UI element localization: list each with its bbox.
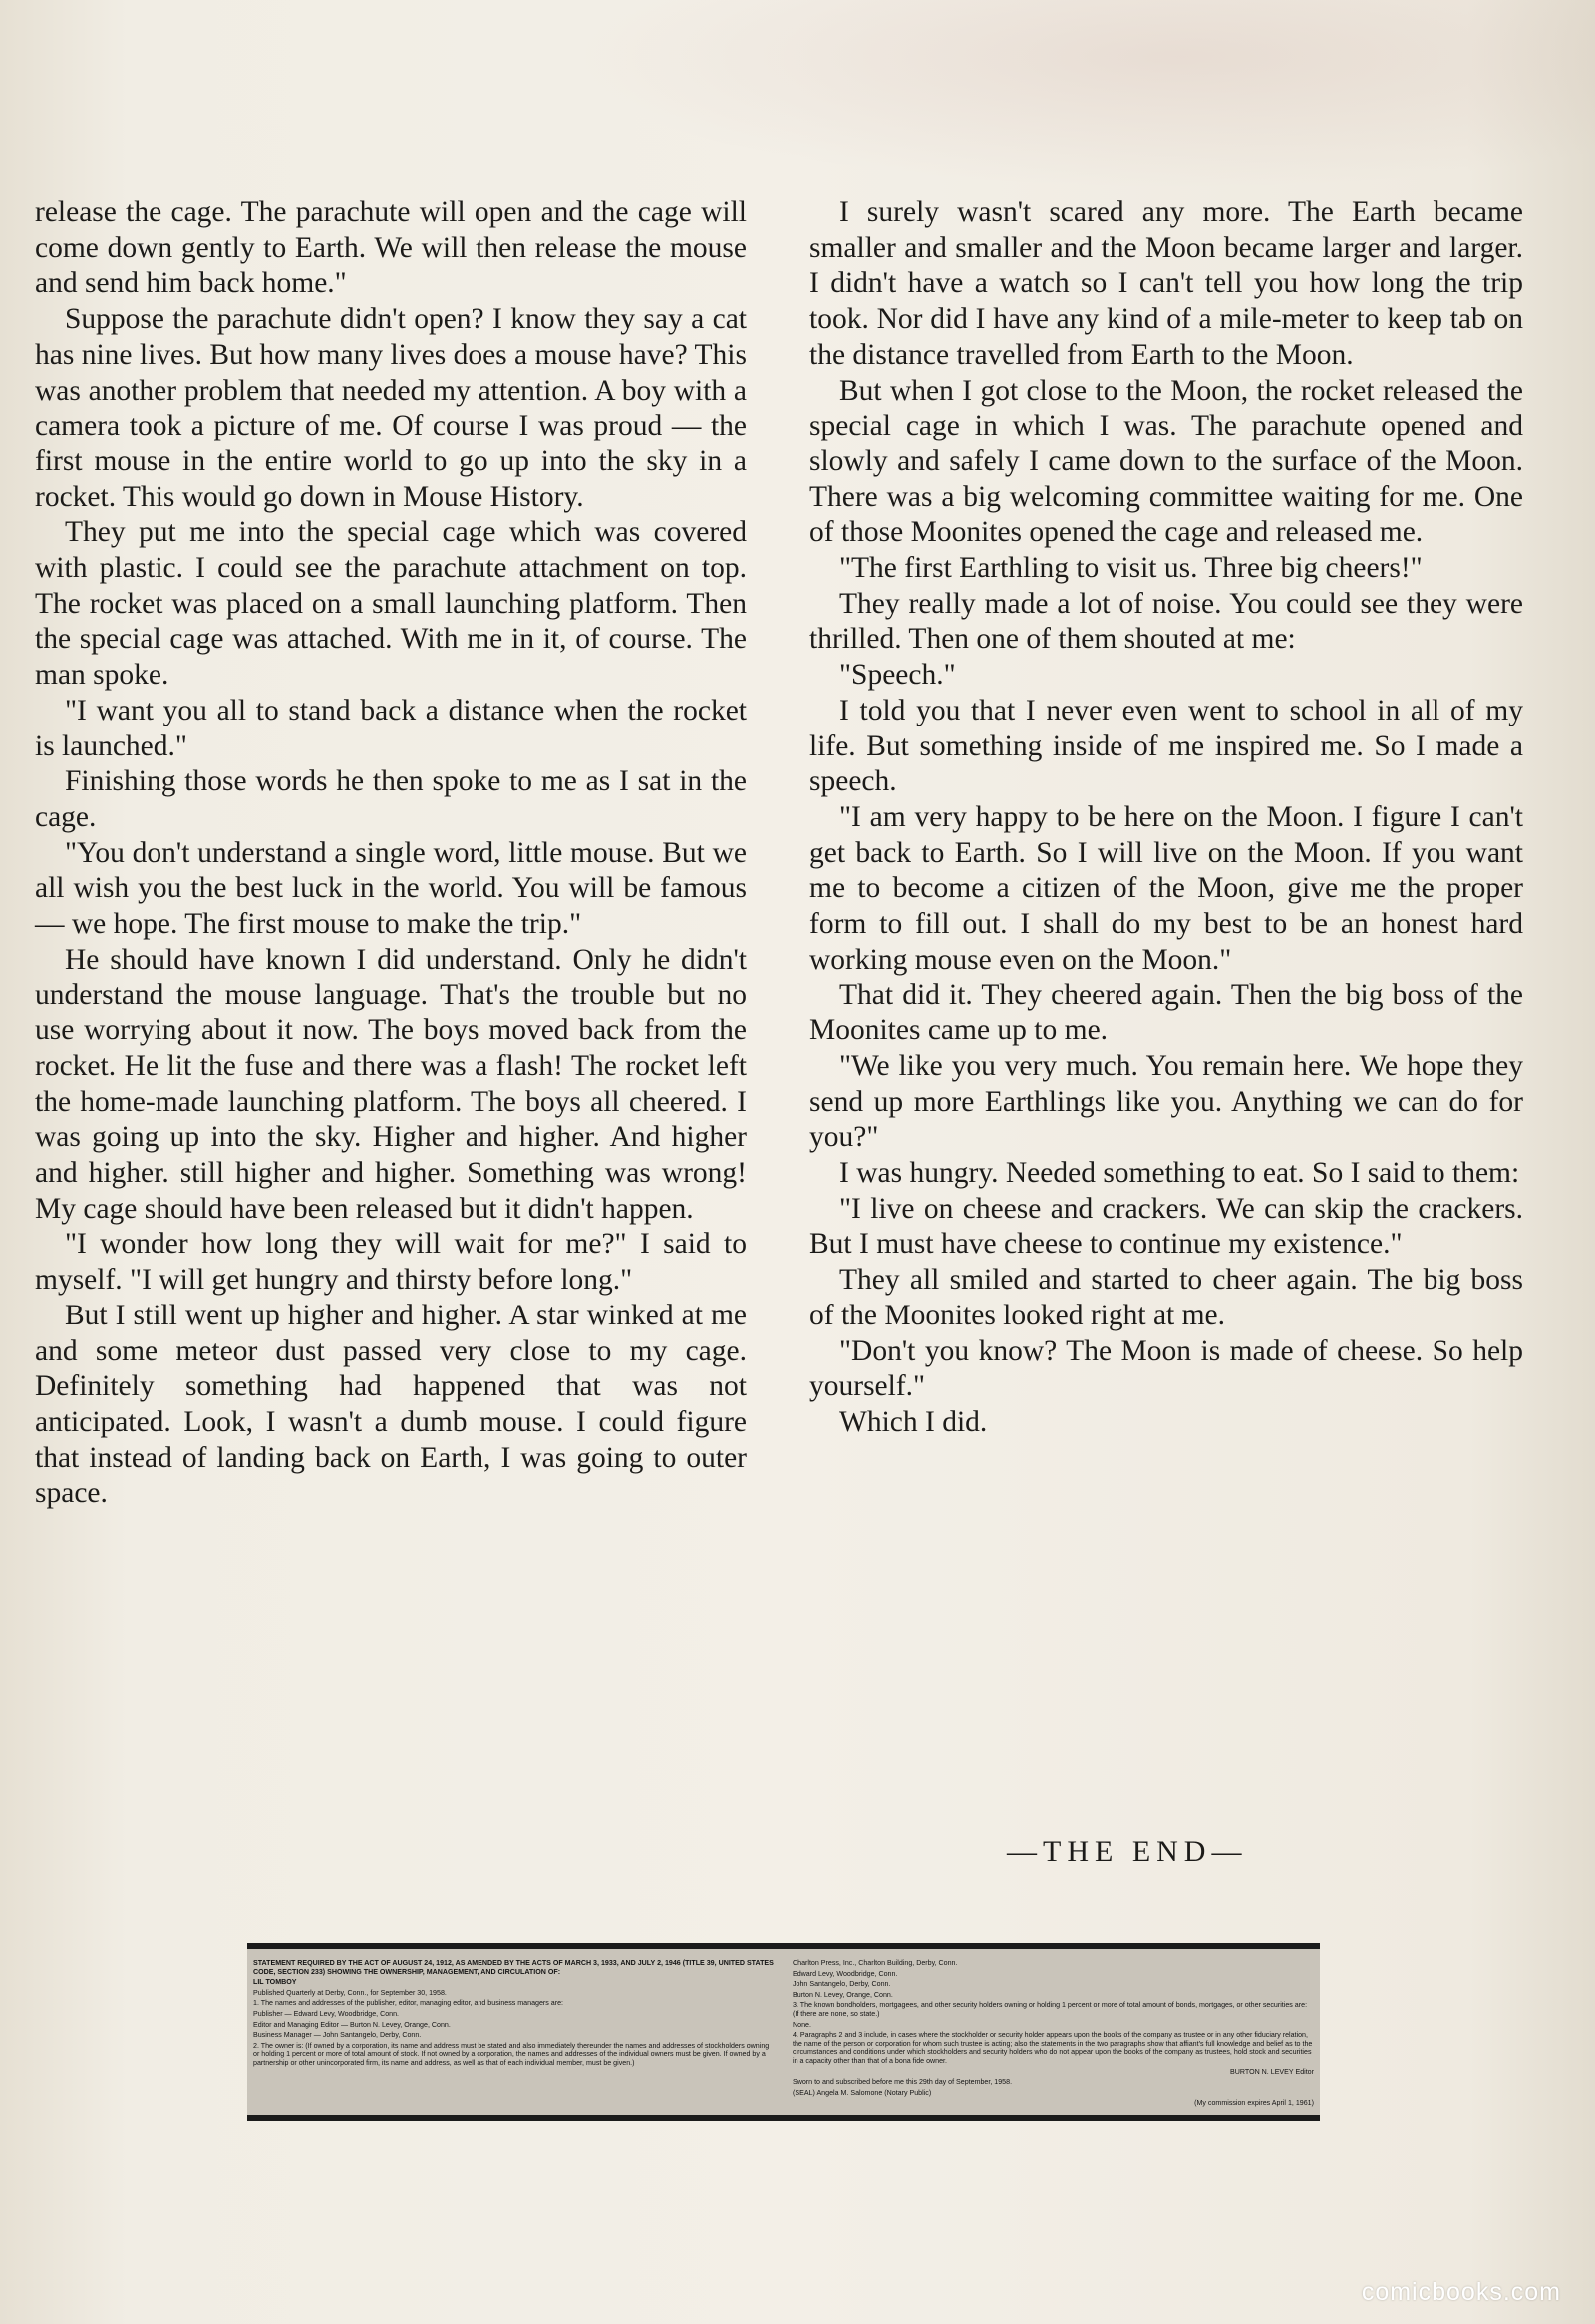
statement-line: Publisher — Edward Levy, Woodbridge, Conn. <box>253 2009 400 2018</box>
story-paragraph: "Don't you know? The Moon is made of cheese. So help yourself." <box>809 1334 1523 1403</box>
story-paragraph: Which I did. <box>839 1405 988 1438</box>
story-paragraph: "The first Earthling to visit us. Three big cheers!" <box>839 552 1423 585</box>
statement-line: Sworn to and subscribed before me this 29th day of September, 1958. <box>793 2078 1013 2087</box>
statement-line: 1. The names and addresses of the publisher, editor, managing editor, and business managers are: <box>253 1999 564 2008</box>
statement-line: (My commission expires April 1, 1961) <box>1194 2099 1314 2107</box>
story-paragraph: But when I got close to the Moon, the rocket released the special cage in which I was. The parachute opened and slowly and safely I came down to the surface of the Moon. There was a big welcoming committee waiting for me. One of those Moonites opened the cage and released me. <box>809 374 1523 549</box>
story-paragraph: I surely wasn't scared any more. The Earth became smaller and smaller and the Moon became larger and larger. I didn't have a watch so I can't tell you how long the trip took. Nor did I have any kind of a mile-meter to keep tab on the distance travelled from Earth to the Moon. <box>809 196 1523 371</box>
story-paragraph: "You don't understand a single word, little mouse. But we all wish you the best luck in the world. You will be famous — we hope. The first mouse to make the trip." <box>35 836 747 941</box>
statement-line: STATEMENT REQUIRED BY THE ACT OF AUGUST 24, 1912, AS AMENDED BY THE ACTS OF MARCH 3, 1933, AND JULY 2, 1946 (TITLE 39, UNITED STATES CODE, SECTION 233) SHOWING THE OWNERSHIP, MANAGEMENT, AND CIRCULATION OF: <box>253 1959 774 1976</box>
statement-line: John Santangelo, Derby, Conn. <box>793 1980 891 1989</box>
the-end-label: —THE END— <box>1007 1835 1248 1868</box>
story-paragraph: That did it. They cheered again. Then the big boss of the Moonites came up to me. <box>809 979 1523 1047</box>
statement-line: 4. Paragraphs 2 and 3 include, in cases where the stockholder or security holder appears upon the books of the company as trustee or in any other fiduciary relation, the name of the person or corporation for whom such trustee is acting; also the statements in the two paragraphs show that affiant's full knowledge and belief as to the circumstances and conditions under which stockholders and security holders who do not appear upon the books of the company as trustees, hold stock and securities in a capacity other than that of a bona fide owner. <box>793 2031 1313 2065</box>
story-paragraph: "I live on cheese and crackers. We can skip the crackers. But I must have cheese to continue my existence." <box>809 1192 1523 1261</box>
statement-line: Editor and Managing Editor — Burton N. Levey, Orange, Conn. <box>253 2020 451 2029</box>
story-paragraph: They all smiled and started to cheer again. The big boss of the Moonites looked right at me. <box>809 1264 1523 1331</box>
story-paragraph: "Speech." <box>839 659 956 692</box>
statement-column-left <box>253 1959 775 2107</box>
story-paragraph: I told you that I never even went to school in all of my life. But something inside of me inspired me. So I made a speech. <box>809 694 1523 798</box>
story-paragraph: I was hungry. Needed something to eat. So I said to them: <box>839 1156 1520 1189</box>
site-watermark: comicbooks.com <box>1361 2278 1561 2306</box>
statement-column-right <box>793 1959 1314 2107</box>
story-paragraph: But I still went up higher and higher. A star winked at me and some meteor dust passed very close to my cage. Definitely something had happened that was not anticipated. Look, I wasn't a dumb mouse. I could figure that instead of landing back on Earth, I was going to outer space. <box>35 1299 747 1510</box>
story-paragraph: He should have known I did understand. Only he didn't understand the mouse language. That's the trouble but no use worrying about it now. The boys moved back from the rocket. He lit the fuse and there was a flash! The rocket left the home-made launching platform. The boys all cheered. I was going up into the sky. Higher and higher. And higher and higher. still higher and higher. Something was wrong! My cage should have been released but it didn't happen. <box>35 943 747 1225</box>
statement-line: BURTON N. LEVEY Editor <box>1230 2067 1314 2076</box>
statement-line: 3. The known bondholders, mortgagees, and other security holders owning or holding 1 percent or more of total amount of bonds, mortgages, or other securities are: (If there are none, so state.) <box>793 2001 1308 2018</box>
statement-line: 2. The owner is: (If owned by a corporation, its name and address must be stated and also immediately thereunder the names and addresses of stockholders owning or holding 1 percent or more of total amount of stock. If not owned by a corporation, the names and addresses of the individual owners must be given. If owned by a partnership or other unincorporated firm, its name and address, as well as that of each individual member, must be given.) <box>253 2041 770 2067</box>
story-paragraph: They put me into the special cage which was covered with plastic. I could see the parachute attachment on top. The rocket was placed on a small launching platform. Then the special cage was attached. With me in it, of course. The man spoke. <box>35 516 747 692</box>
statement-line: Burton N. Levey, Orange, Conn. <box>793 1990 893 1999</box>
ownership-statement-box <box>247 1943 1320 2121</box>
story-paragraph: "I am very happy to be here on the Moon. I figure I can't get back to Earth. So I will live on the Moon. If you want me to become a citizen of the Moon, give me the proper form to fill out. I shall do my best to be an honest hard working mouse even on the Moon." <box>809 800 1523 976</box>
statement-line: Charlton Press, Inc., Charlton Building, Derby, Conn. <box>793 1959 958 1967</box>
statement-line: (SEAL) Angela M. Salomone (Notary Public) <box>793 2088 932 2097</box>
statement-line: None. <box>793 2020 811 2029</box>
story-paragraph: "I want you all to stand back a distance when the rocket is launched." <box>35 694 747 762</box>
story-column-left <box>35 195 747 1512</box>
story-paragraph: "We like you very much. You remain here. We hope they send up more Earthlings like you. Anything we can do for you?" <box>809 1049 1523 1154</box>
ink-bleed-through <box>558 0 1595 189</box>
statement-line: Edward Levy, Woodbridge, Conn. <box>793 1969 898 1978</box>
story-paragraph: They really made a lot of noise. You could see they were thrilled. Then one of them shouted at me: <box>809 587 1523 656</box>
story-column-right <box>809 195 1523 1441</box>
statement-line: Published Quarterly at Derby, Conn., for September 30, 1958. <box>253 1988 447 1997</box>
statement-line: LIL TOMBOY <box>253 1978 297 1987</box>
story-paragraph: release the cage. The parachute will open and the cage will come down gently to Earth. We will then release the mouse and send him back home." <box>35 196 747 300</box>
statement-line: Business Manager — John Santangelo, Derby, Conn. <box>253 2031 422 2040</box>
story-paragraph: "I wonder how long they will wait for me?" I said to myself. "I will get hungry and thirsty before long." <box>35 1228 747 1297</box>
story-paragraph: Suppose the parachute didn't open? I know they say a cat has nine lives. But how many lives does a mouse have? This was another problem that needed my attention. A boy with a camera took a picture of me. Of course I was proud — the first mouse in the entire world to go up into the sky in a rocket. This would go down in Mouse History. <box>35 303 747 513</box>
story-paragraph: Finishing those words he then spoke to me as I sat in the cage. <box>35 765 747 833</box>
